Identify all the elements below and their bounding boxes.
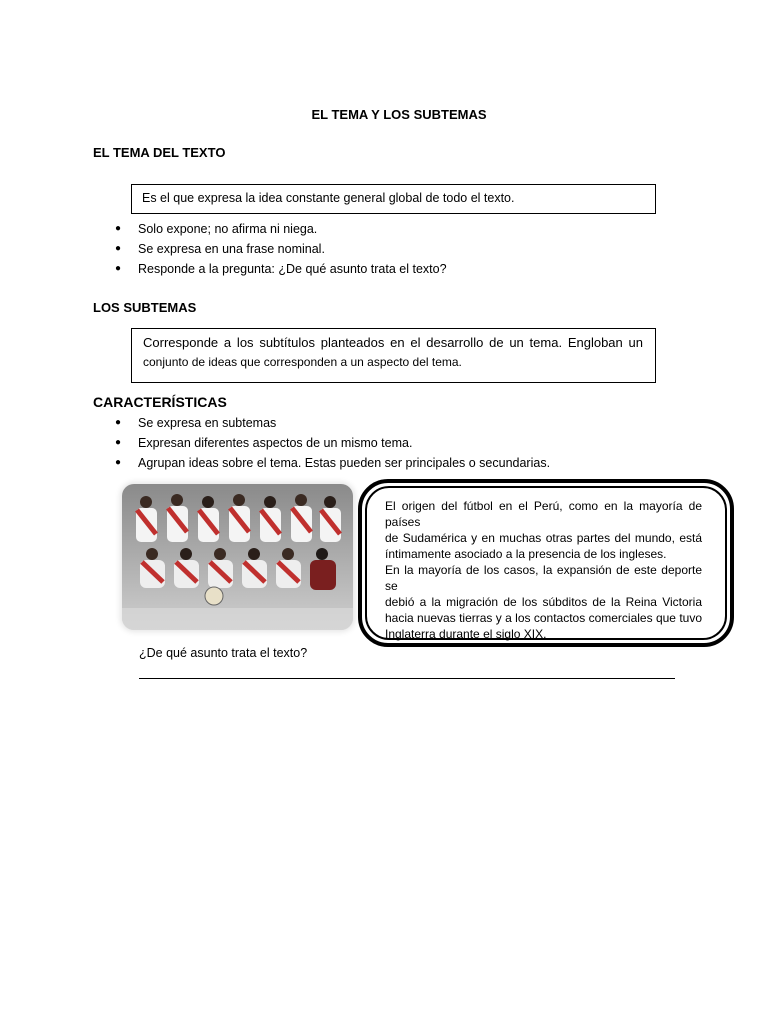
bullet-icon: ● bbox=[115, 417, 122, 428]
tema-bullet-list bbox=[93, 219, 447, 279]
callout-line: hacia nuevas tierras y a los contactos comerciales que tuvo bbox=[385, 611, 702, 625]
callout-line: debió a la migración de los súbditos de la Reina Victoria bbox=[385, 595, 702, 609]
document-title: EL TEMA Y LOS SUBTEMAS bbox=[311, 107, 487, 122]
callout-line: íntimamente asociado a la presencia de los ingleses. bbox=[385, 547, 667, 561]
list-item: ● Agrupan ideas sobre el tema. Estas pueden ser principales o secundarias. bbox=[93, 453, 550, 473]
callout-line: de Sudamérica y en muchas otras partes del mundo, está bbox=[385, 531, 702, 545]
answer-line[interactable] bbox=[139, 678, 675, 679]
section-heading-caracteristicas: CARACTERÍSTICAS bbox=[93, 394, 227, 410]
subtemas-definition-line-2: conjunto de ideas que corresponden a un aspecto del tema. bbox=[143, 355, 462, 369]
bullet-icon: ● bbox=[115, 243, 122, 254]
tema-definition-box bbox=[131, 184, 656, 214]
list-item: ● Se expresa en una frase nominal. bbox=[93, 239, 447, 259]
team-photo bbox=[122, 484, 353, 630]
section-heading-tema: EL TEMA DEL TEXTO bbox=[93, 145, 226, 160]
question-prompt: ¿De qué asunto trata el texto? bbox=[139, 646, 308, 660]
subtemas-definition-box bbox=[131, 328, 656, 383]
callout-line: Inglaterra durante el siglo XIX. bbox=[385, 627, 547, 641]
list-item: ● Expresan diferentes aspectos de un mismo tema. bbox=[93, 433, 550, 453]
callout-text bbox=[385, 498, 702, 642]
list-item: ● Responde a la pregunta: ¿De qué asunto trata el texto? bbox=[93, 259, 447, 279]
list-item: ● Solo expone; no afirma ni niega. bbox=[93, 219, 447, 239]
tema-definition-text: Es el que expresa la idea constante general global de todo el texto. bbox=[142, 191, 515, 205]
football-team-photo-illustration bbox=[122, 484, 353, 630]
bullet-icon: ● bbox=[115, 223, 122, 234]
callout-line: En la mayoría de los casos, la expansión de este deporte se bbox=[385, 563, 702, 593]
list-item: ● Se expresa en subtemas bbox=[93, 413, 550, 433]
callout-line: El origen del fútbol en el Perú, como en la mayoría de países bbox=[385, 499, 702, 529]
subtemas-definition-line-1: Corresponde a los subtítulos planteados en el desarrollo de un tema. Engloban un bbox=[143, 335, 643, 350]
football bbox=[205, 587, 223, 605]
caracteristicas-bullet-list bbox=[93, 413, 550, 473]
bullet-icon: ● bbox=[115, 457, 122, 468]
bullet-icon: ● bbox=[115, 263, 122, 274]
bullet-icon: ● bbox=[115, 437, 122, 448]
section-heading-subtemas: LOS SUBTEMAS bbox=[93, 300, 197, 315]
